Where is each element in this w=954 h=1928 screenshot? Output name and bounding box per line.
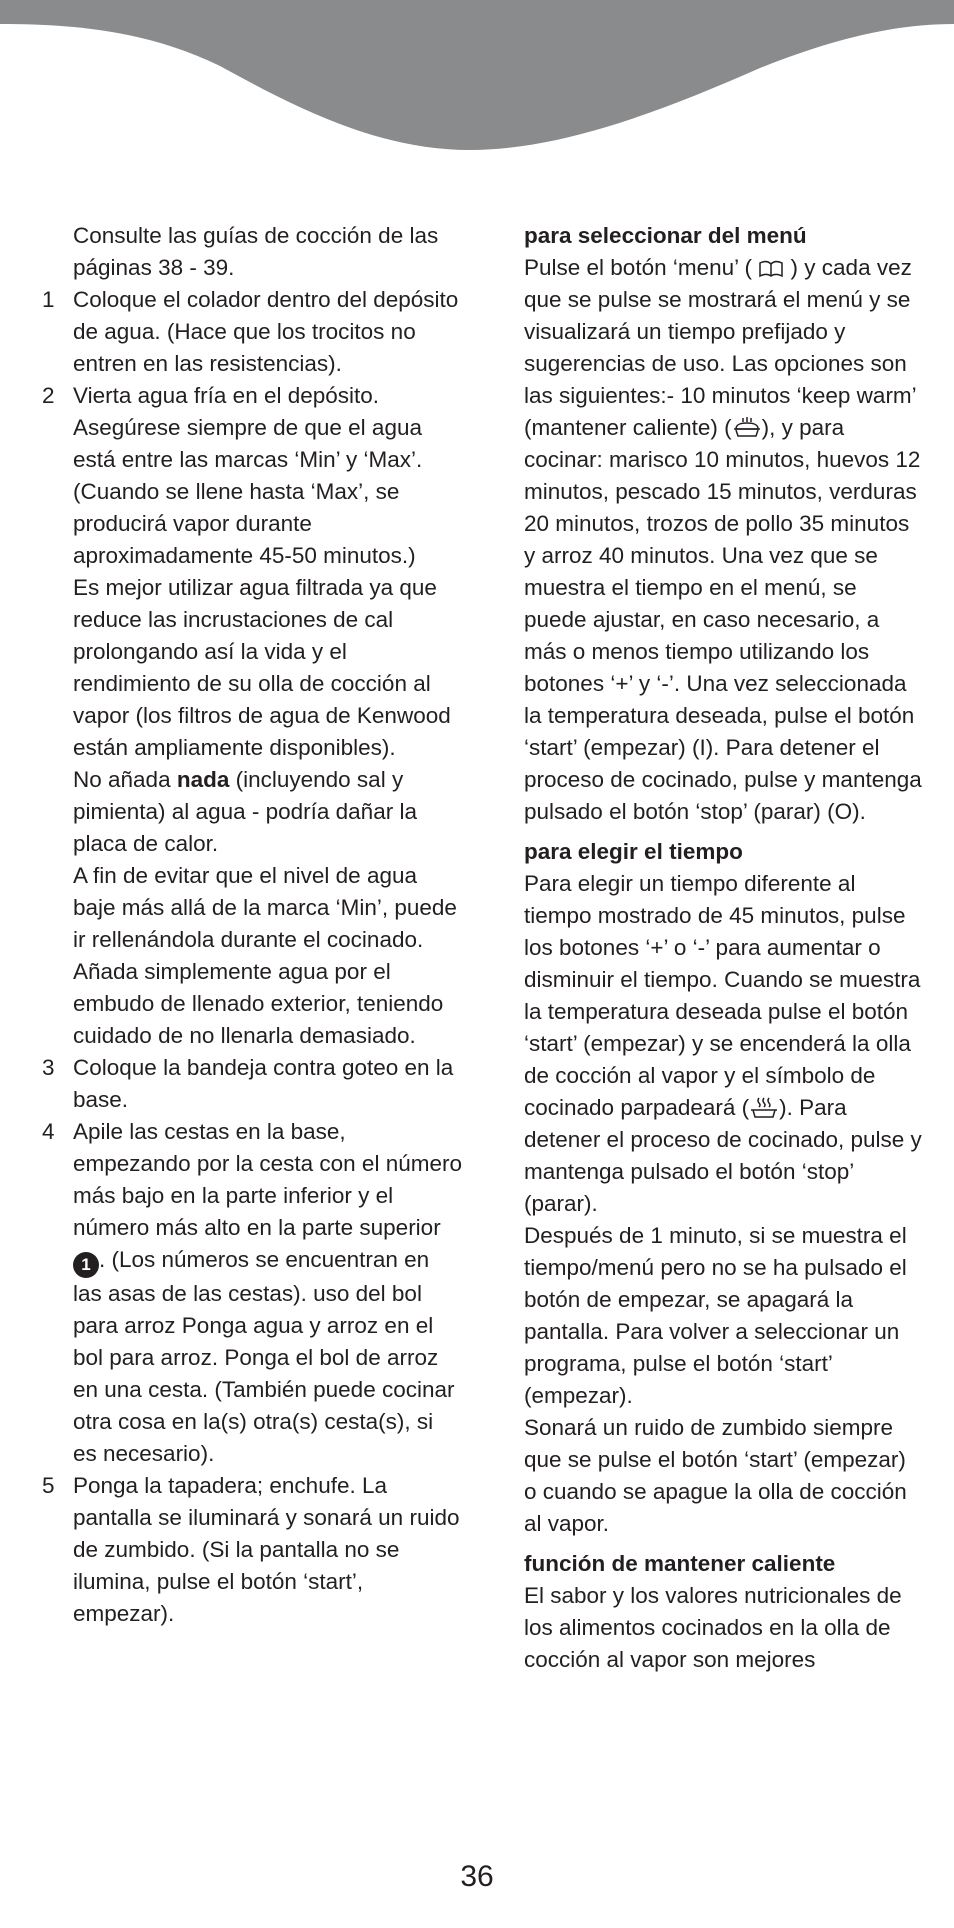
step-number: 4 bbox=[42, 1119, 55, 1144]
book-icon bbox=[758, 259, 784, 279]
step-text: Coloque la bandeja contra goteo en la base. bbox=[73, 1055, 454, 1112]
left-column bbox=[42, 220, 462, 1630]
time-text-2: ). Para detener el proceso de cocinado, pulse y mantenga pulsado el botón ‘stop’ (parar). bbox=[524, 1095, 922, 1216]
filtered-water-paragraph: Es mejor utilizar agua filtrada ya que reduce las incrustaciones de cal prolongando así la vida y el rendimiento de su olla de cocción al vapor (los filtros de agua de Kenwood están ampliamente disponibles). bbox=[73, 575, 451, 760]
circled-number-icon: 1 bbox=[73, 1252, 99, 1278]
step-number: 1 bbox=[42, 287, 55, 312]
step-number: 5 bbox=[42, 1473, 55, 1498]
menu-section-heading: para seleccionar del menú bbox=[524, 223, 807, 248]
right-column bbox=[524, 220, 924, 1676]
after-minute-paragraph: Después de 1 minuto, si se muestra el tiempo/menú pero no se ha pulsado el botón de empezar, se apagará la pantalla. Para volver a seleccionar un programa, pulse el botón ‘start’ (empezar). bbox=[524, 1223, 907, 1408]
step-text-after: . (Los números se encuentran en las asas de las cestas). uso del bol para arroz Ponga agua y arroz en el bol para arroz. Ponga el bol de arroz en una cesta. (También puede cocinar otra cosa en la(s) otra(s) cesta(s), si es necesario). bbox=[73, 1247, 455, 1466]
header-wave-decoration bbox=[0, 0, 954, 160]
step-1 bbox=[42, 284, 462, 380]
step-number: 2 bbox=[42, 383, 55, 408]
keep-warm-icon bbox=[732, 417, 762, 439]
step-5 bbox=[42, 1470, 462, 1630]
menu-text-1: Pulse el botón ‘menu’ ( bbox=[524, 255, 759, 280]
step-text: Coloque el colador dentro del depósito de agua. (Hace que los trocitos no entren en las resistencias). bbox=[73, 287, 459, 376]
keep-warm-section-heading: función de mantener caliente bbox=[524, 1551, 836, 1576]
no-salt-text-before: No añada bbox=[73, 767, 177, 792]
step-number: 3 bbox=[42, 1055, 55, 1080]
buzzer-paragraph: Sonará un ruido de zumbido siempre que se pulse el botón ‘start’ (empezar) o cuando se apague la olla de cocción al vapor. bbox=[524, 1415, 907, 1536]
no-salt-emphasis: nada bbox=[176, 767, 230, 792]
page-number: 36 bbox=[460, 1860, 494, 1893]
header-wave-shape bbox=[0, 0, 954, 150]
keep-warm-paragraph: El sabor y los valores nutricionales de los alimentos cocinados en la olla de cocción al vapor son mejores bbox=[524, 1583, 902, 1672]
step-text: Vierta agua fría en el depósito. Asegúrese siempre de que el agua está entre las marcas ‘Min’ y ‘Max’. (Cuando se llene hasta ‘Max’, se producirá vapor durante aproximadamente 45-50 minutos.) bbox=[73, 383, 423, 568]
no-salt-paragraph bbox=[73, 764, 462, 860]
step-text-before: Apile las cestas en la base, empezando por la cesta con el número más bajo en la parte inferior y el número más alto en la parte superior bbox=[73, 1119, 462, 1240]
time-section-paragraph bbox=[524, 868, 924, 1220]
step-4 bbox=[42, 1116, 462, 1470]
menu-text-3: ), y para cocinar: marisco 10 minutos, huevos 12 minutos, pescado 15 minutos, verduras 20 minutos, trozos de pollo 35 minutos y arroz 40 minutos. Una vez que se muestra el tiempo en el menú, se puede ajustar, en caso necesario, a más o menos tiempo utilizando los botones ‘+’ y ‘-’. Una vez seleccionada la temperatura deseada, pulse el botón ‘start’ (empezar) (I). Para detener el proceso de cocinado, pulse y mantenga pulsado el botón ‘stop’ (parar) (O). bbox=[524, 415, 922, 824]
step-3 bbox=[42, 1052, 462, 1116]
intro-paragraph: Consulte las guías de cocción de las páginas 38 - 39. bbox=[73, 223, 439, 280]
menu-text-2: ) y cada vez que se pulse se mostrará el menú y se visualizará un tiempo prefijado y sugerencias de uso. Las opciones son las siguientes:- 10 minutos ‘keep warm’ (mantener caliente) ( bbox=[524, 255, 916, 440]
time-text-1: Para elegir un tiempo diferente al tiempo mostrado de 45 minutos, pulse los botones ‘+’ o ‘-’ para aumentar o disminuir el tiempo. Cuando se muestra la temperatura deseada pulse el botón ‘start’ (empezar) y se encenderá la olla de cocción al vapor y el símbolo de cocinado parpadeará ( bbox=[524, 871, 921, 1120]
time-section-heading: para elegir el tiempo bbox=[524, 839, 743, 864]
refill-paragraph: A fin de evitar que el nivel de agua baje más allá de la marca ‘Min’, puede ir rellenándola durante el cocinado. Añada simplemente agua por el embudo de llenado exterior, teniendo cuidado de no llenarla demasiado. bbox=[73, 863, 457, 1048]
steam-cooking-icon bbox=[749, 1097, 779, 1119]
menu-section-paragraph bbox=[524, 252, 924, 828]
step-text bbox=[73, 1116, 462, 1470]
step-body bbox=[73, 380, 462, 1052]
step-2 bbox=[42, 380, 462, 1052]
step-text: Ponga la tapadera; enchufe. La pantalla se iluminará y sonará un ruido de zumbido. (Si la pantalla no se ilumina, pulse el botón ‘start’, empezar). bbox=[73, 1473, 460, 1626]
no-salt-text-after: (incluyendo sal y pimienta) al agua - podría dañar la placa de calor. bbox=[73, 767, 417, 856]
